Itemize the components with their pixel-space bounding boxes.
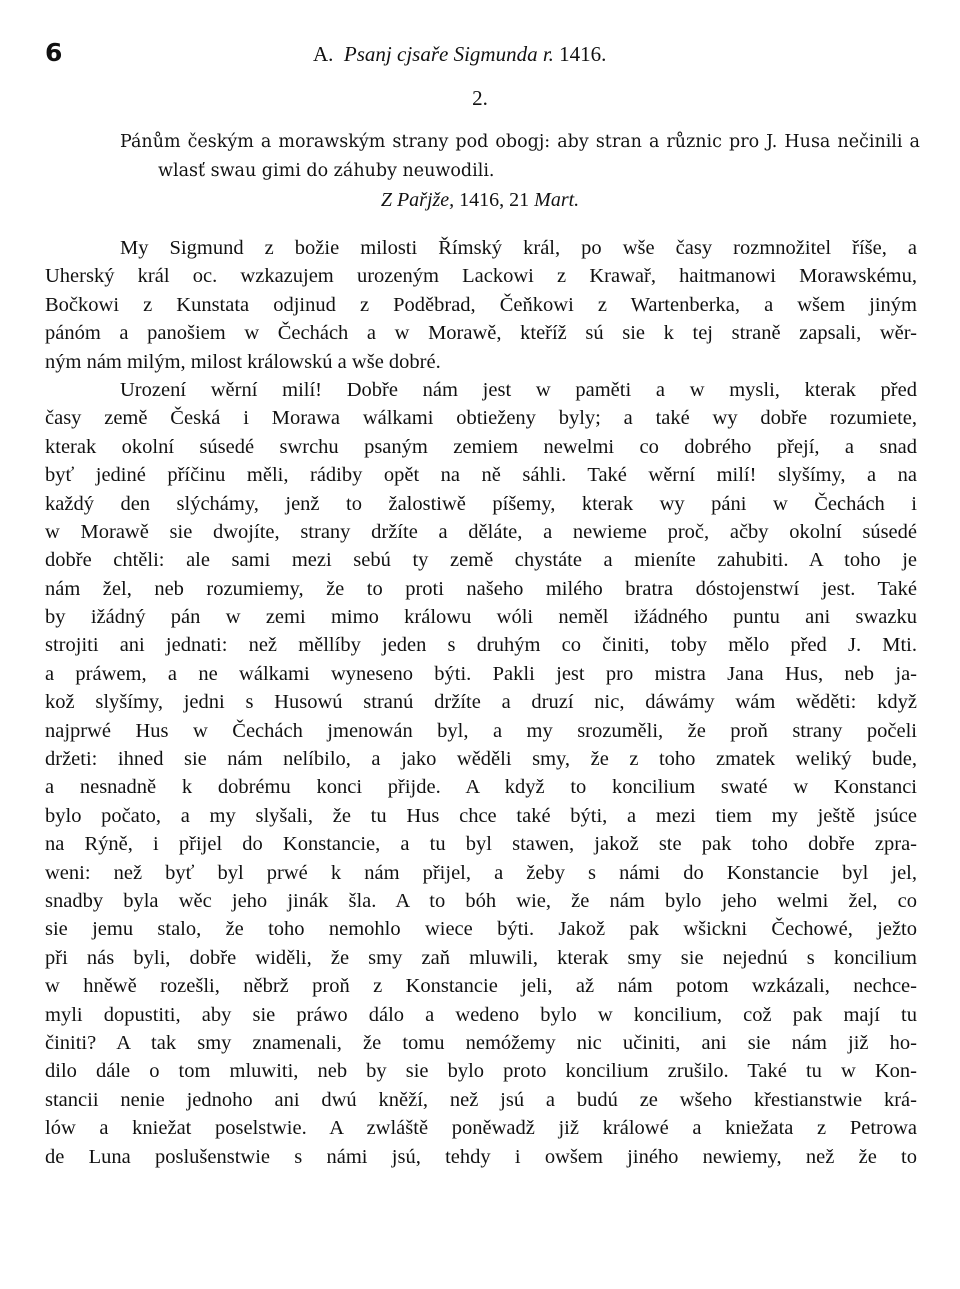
dateline-month: Mart. [534,189,580,211]
text-line: nám žel, neb rozumiemy, že to proti našeho milého bratra dóstojenstwí jest. Také [45,577,917,600]
text-line: weni: než byť byl prwé k nám přijel, a žeby s námi do Konstancie byl jel, [45,861,917,884]
dateline-date: 1416, 21 [459,189,530,211]
text-line: při nás byli, dobře widěli, že smy zaň mluwili, kterak smy sie nejednú s koncilium [45,946,917,969]
text-line: de Luna poslušenstwie s námi jsú, tehdy i owšem jiného newiemy, než že to [45,1145,917,1168]
regest-summary: Pánům českým a morawským strany pod obogj: aby stran a různic pro J. Husa nečinili a wlasť swau gimi do záhuby neuwodili. [120,132,920,181]
text-line: kterak okolní súsedé swrchu psaným zemiem newelmi co dobrého přejí, a snad [45,435,917,458]
dateline [0,186,960,214]
text-line: byť jediné příčinu měli, rádiby opět na ně sáhli. Také wěrní milí! slyšímy, a na [45,464,917,487]
title-italic: Psanj cjsaře Sigmunda r. [343,42,554,66]
text-line: dilo dále o tom mluwiti, neb by sie bylo proto koncilium zrušilo. Také tu w Kon- [45,1060,917,1083]
text-line: kož slyšímy, jedni s Husowú stranú držíte a druzí nic, dáwámy wám wěděti: když [45,691,917,714]
dateline-place: Z Pařjže, [380,189,455,211]
text-line: Bočkowi z Kunstata odjinud z Poděbrad, Čeňkowi z Wartenberka, a wšem jiným [45,293,917,316]
text-line: na Rýně, i přijel do Konstancie, a tu byl stawen, jakož ste pak toho dobře zpra- [45,833,917,856]
text-line: w Morawě sie dwojíte, strany držíte a děláte, a newieme proč, ačby okolní súsedé [45,520,917,543]
text-line: strojiti ani jednati: než měllíby jeden s druhým co činiti, toby mělo před J. Mti. [45,634,917,657]
text-line: každý den slýchámy, jenž to žalostiwě píšemy, kterak wy páni w Čechách i [45,492,917,515]
series-label: A. [313,42,334,66]
text-line: a práwem, a ne wálkami wyneseno býti. Pakli jest pro mistra Jana Hus, neb ja- [45,662,917,685]
text-line: časy země Česká i Morawa wálkami obtieženy byly; a také wy dobře rozumiete, [45,407,917,430]
text-line: stancii nenie jednoho ani dwú kněží, než jsú a budú ze wšeho křestianstwie krá- [45,1088,917,1111]
title-year: 1416. [559,42,607,66]
text-line: w hněwě rozešli, něbrž proň z Konstancie jeli, až nám potom wzkázali, nechce- [45,975,917,998]
text-line: a nesnadně k dobrému konci přijde. A když to koncilium swaté w Konstanci [45,776,917,799]
text-line: držeti: ihned sie nám nelíbilo, a jako wěděli smy, že z toho zmatek weliký bude, [45,748,917,771]
text-line: bylo počato, a my slyšali, že tu Hus chce také býti, a mezi tiem my ještě jsúce [45,804,917,827]
letter-body [45,234,917,1171]
text-line: sie jemu stalo, že toho nemohlo wiece býti. Jakož pak wšickni Čechowé, ježto [45,918,917,941]
text-line: činiti? A tak smy znamenali, že tomu nemóžemy nic učiniti, ani sie nám již ho- [45,1031,917,1054]
document-number: 2. [472,86,488,110]
text-line: lów a kniežat poselstwie. A zwláště poněwadž již králowé a kniežata z Petrowa [45,1117,917,1140]
running-title [313,40,606,68]
text-line: dobře chtěli: ale sami mezi sebú ty země chystáte a mieníte zahubiti. A toho je [45,549,917,572]
text-line: Uherský král oc. wzkazujem urozeným Lackowi z Krawař, haitmanowi Morawskému, [45,265,917,288]
text-line: by ižádný pán w zemi mimo králowu wóli neměl ižádného puntu ani swazku [45,606,917,629]
text-line: Urození wěrní milí! Dobře nám jest w paměti a w mysli, kterak před [120,378,917,401]
text-line: pánóm a panošiem w Čechách a w Morawě, kteříž sú sie k tej straně zapsali, wěr- [45,322,917,345]
text-line: ným nám milým, milost králowskú a wše dobré. [45,350,441,373]
text-line: myli dopustiti, aby sie práwo dálo a wedeno bylo w koncilium, což pak mají tu [45,1003,917,1026]
text-line: snadby byla wěc jeho jinák šla. A to bóh wie, že nám bylo jeho welmi žel, co [45,889,917,912]
running-head [45,38,920,72]
page-number: 6 [45,38,63,67]
text-line: My Sigmund z božie milosti Římský král, po wše časy rozmnožitel říše, a [120,237,917,259]
text-line: najprwé Hus w Čechách jmenowán byl, a my srozuměli, že proň strany počeli [45,719,917,742]
